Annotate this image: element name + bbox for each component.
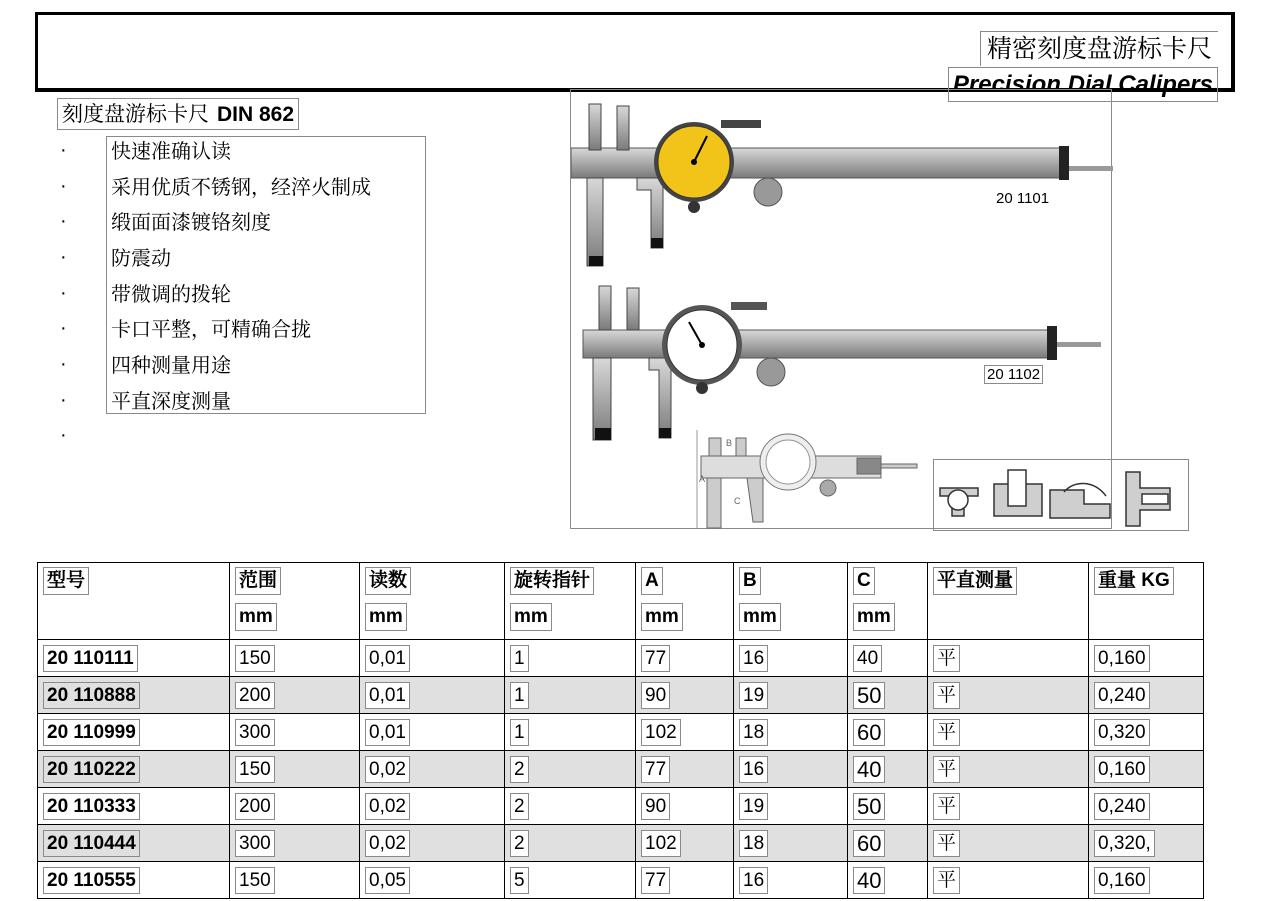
model-value: 20 110999 [43, 719, 140, 746]
bullet-dot: · [60, 353, 67, 375]
c-value: 60 [853, 719, 885, 746]
cell-rotating-pointer [505, 677, 636, 714]
model-value: 20 110222 [43, 756, 140, 783]
b-value: 16 [739, 645, 768, 672]
feature-list [106, 136, 426, 414]
b-value: 19 [739, 682, 768, 709]
feature-item: 快速准确认读 [111, 139, 231, 163]
cell-rotating-pointer [505, 640, 636, 677]
bullet-dot: · [60, 317, 67, 339]
cell-model [38, 862, 230, 899]
cell-weight [1089, 640, 1204, 677]
header-frame [35, 12, 1235, 98]
bullet-dot: · [60, 424, 67, 446]
c-value: 40 [853, 756, 885, 783]
cell-c [848, 751, 928, 788]
weight-value: 0,320, [1094, 830, 1155, 857]
b-value: 19 [739, 793, 768, 820]
header-unit: mm [365, 603, 407, 631]
weight-value: 0,240 [1094, 793, 1150, 820]
flat-measure-value: 平 [933, 682, 960, 709]
header-cell-a: A mm [636, 563, 734, 640]
reading-value: 0,01 [365, 682, 410, 709]
cell-flat-measure [928, 714, 1089, 751]
cell-c [848, 825, 928, 862]
model-value: 20 110888 [43, 682, 140, 709]
bullet-dot: · [60, 175, 67, 197]
table-row [38, 862, 1204, 899]
cell-reading [360, 862, 505, 899]
cell-rotating-pointer [505, 825, 636, 862]
header-cell-rotating-pointer: 旋转指针 mm [505, 563, 636, 640]
table-row [38, 788, 1204, 825]
cell-a [636, 640, 734, 677]
product-code-1: 20 1101 [996, 190, 1050, 207]
b-value: 18 [739, 830, 768, 857]
flat-measure-value: 平 [933, 756, 960, 783]
a-value: 77 [641, 867, 670, 894]
cell-reading [360, 714, 505, 751]
range-value: 200 [235, 793, 275, 820]
feature-item: 平直深度测量 [111, 389, 231, 413]
cell-model [38, 640, 230, 677]
cell-a [636, 677, 734, 714]
a-value: 102 [641, 719, 681, 746]
cell-weight [1089, 714, 1204, 751]
cell-rotating-pointer [505, 788, 636, 825]
cell-c [848, 714, 928, 751]
dimension-label-b: B [726, 438, 733, 448]
rotating-pointer-value: 2 [510, 756, 529, 783]
range-value: 150 [235, 756, 275, 783]
cell-c [848, 677, 928, 714]
header-cell-b: B mm [734, 563, 848, 640]
cell-reading [360, 677, 505, 714]
model-value: 20 110555 [43, 867, 140, 894]
cell-model [38, 714, 230, 751]
a-value: 77 [641, 756, 670, 783]
bullet-dot: · [60, 210, 67, 232]
rotating-pointer-value: 2 [510, 830, 529, 857]
subtitle-standard: DIN 862 [217, 103, 295, 126]
c-value: 40 [853, 645, 882, 672]
c-value: 50 [853, 793, 885, 820]
header-cell-flat-measure: 平直测量 [928, 563, 1089, 640]
table-header-row [38, 563, 1204, 640]
table-row [38, 714, 1204, 751]
caliper-image-2 [583, 286, 1101, 440]
cell-range [230, 825, 360, 862]
cell-b [734, 862, 848, 899]
table-row [38, 677, 1204, 714]
dimension-label-c: C [734, 496, 741, 506]
b-value: 16 [739, 867, 768, 894]
bullet-dot: · [60, 246, 67, 268]
cell-range [230, 677, 360, 714]
cell-c [848, 788, 928, 825]
header-cell-reading: 读数 mm [360, 563, 505, 640]
cell-rotating-pointer [505, 714, 636, 751]
a-value: 90 [641, 793, 670, 820]
cell-reading [360, 751, 505, 788]
reading-value: 0,01 [365, 645, 410, 672]
cell-flat-measure [928, 825, 1089, 862]
cell-weight [1089, 677, 1204, 714]
spec-table [37, 562, 1204, 899]
cell-model [38, 825, 230, 862]
rotating-pointer-value: 1 [510, 682, 529, 709]
bullet-dot: · [60, 389, 67, 411]
rotating-pointer-value: 5 [510, 867, 529, 894]
cell-b [734, 788, 848, 825]
feature-item: 带微调的拨轮 [111, 282, 231, 306]
c-value: 50 [853, 682, 885, 709]
feature-item: 四种测量用途 [111, 353, 231, 377]
cell-flat-measure [928, 751, 1089, 788]
range-value: 200 [235, 682, 275, 709]
title-chinese: 精密刻度盘游标卡尺 [980, 31, 1218, 66]
range-value: 300 [235, 719, 275, 746]
range-value: 150 [235, 645, 275, 672]
b-value: 16 [739, 756, 768, 783]
header-cell-weight: 重量 KG [1089, 563, 1204, 640]
cell-flat-measure [928, 862, 1089, 899]
table-row [38, 751, 1204, 788]
reading-value: 0,01 [365, 719, 410, 746]
cell-a [636, 825, 734, 862]
cell-reading [360, 640, 505, 677]
cell-flat-measure [928, 788, 1089, 825]
product-subtitle [57, 98, 299, 130]
cell-a [636, 714, 734, 751]
cell-weight [1089, 862, 1204, 899]
feature-item: 卡口平整，可精确合拢 [111, 317, 311, 341]
header-cell-model: 型号 [38, 563, 230, 640]
reading-value: 0,05 [365, 867, 410, 894]
rotating-pointer-value: 1 [510, 645, 529, 672]
header-unit: mm [235, 603, 277, 631]
cell-flat-measure [928, 640, 1089, 677]
cell-rotating-pointer [505, 751, 636, 788]
reading-value: 0,02 [365, 830, 410, 857]
cell-model [38, 788, 230, 825]
rotating-pointer-value: 1 [510, 719, 529, 746]
header-unit: mm [853, 603, 895, 631]
cell-range [230, 714, 360, 751]
weight-value: 0,160 [1094, 645, 1150, 672]
header-unit: mm [510, 603, 552, 631]
cell-weight [1089, 751, 1204, 788]
c-value: 40 [853, 867, 885, 894]
product-code-2: 20 1102 [984, 365, 1043, 384]
feature-item: 防震动 [111, 246, 171, 270]
cell-rotating-pointer [505, 862, 636, 899]
cell-c [848, 640, 928, 677]
flat-measure-value: 平 [933, 719, 960, 746]
measuring-modes-illustration [933, 459, 1189, 531]
cell-b [734, 751, 848, 788]
table-row [38, 640, 1204, 677]
cell-c [848, 862, 928, 899]
cell-weight [1089, 825, 1204, 862]
flat-measure-value: 平 [933, 793, 960, 820]
weight-value: 0,160 [1094, 867, 1150, 894]
range-value: 300 [235, 830, 275, 857]
caliper-image-1 [571, 104, 1113, 266]
model-value: 20 110444 [43, 830, 140, 857]
cell-model [38, 751, 230, 788]
dimension-label-a: A [699, 474, 706, 484]
cell-reading [360, 825, 505, 862]
reading-value: 0,02 [365, 793, 410, 820]
flat-measure-value: 平 [933, 830, 960, 857]
flat-measure-value: 平 [933, 867, 960, 894]
cell-b [734, 714, 848, 751]
feature-item: 缎面面漆镀铬刻度 [111, 210, 271, 234]
cell-range [230, 788, 360, 825]
header-unit: mm [739, 603, 781, 631]
a-value: 90 [641, 682, 670, 709]
cell-flat-measure [928, 677, 1089, 714]
cell-reading [360, 788, 505, 825]
flat-measure-value: 平 [933, 645, 960, 672]
cell-a [636, 862, 734, 899]
title-english: Precision Dial Calipers [948, 67, 1218, 102]
header-unit: mm [641, 603, 683, 631]
model-value: 20 110333 [43, 793, 140, 820]
cell-b [734, 825, 848, 862]
weight-value: 0,240 [1094, 682, 1150, 709]
table-row [38, 825, 1204, 862]
bullet-dot: · [60, 139, 67, 161]
cell-b [734, 640, 848, 677]
weight-value: 0,160 [1094, 756, 1150, 783]
subtitle-chinese: 刻度盘游标卡尺 [62, 102, 209, 126]
reading-value: 0,02 [365, 756, 410, 783]
cell-a [636, 751, 734, 788]
header-cell-range: 范围 mm [230, 563, 360, 640]
table-body [38, 640, 1204, 899]
weight-value: 0,320 [1094, 719, 1150, 746]
cell-a [636, 788, 734, 825]
a-value: 102 [641, 830, 681, 857]
cell-range [230, 640, 360, 677]
rotating-pointer-value: 2 [510, 793, 529, 820]
c-value: 60 [853, 830, 885, 857]
model-value: 20 110111 [43, 645, 138, 672]
header-cell-c: C mm [848, 563, 928, 640]
measuring-modes-svg [934, 460, 1190, 532]
cell-model [38, 677, 230, 714]
cell-range [230, 862, 360, 899]
feature-item: 采用优质不锈钢，经淬火制成 [111, 175, 371, 199]
bullet-dot: · [60, 282, 67, 304]
cell-range [230, 751, 360, 788]
a-value: 77 [641, 645, 670, 672]
range-value: 150 [235, 867, 275, 894]
b-value: 18 [739, 719, 768, 746]
cell-b [734, 677, 848, 714]
cell-weight [1089, 788, 1204, 825]
